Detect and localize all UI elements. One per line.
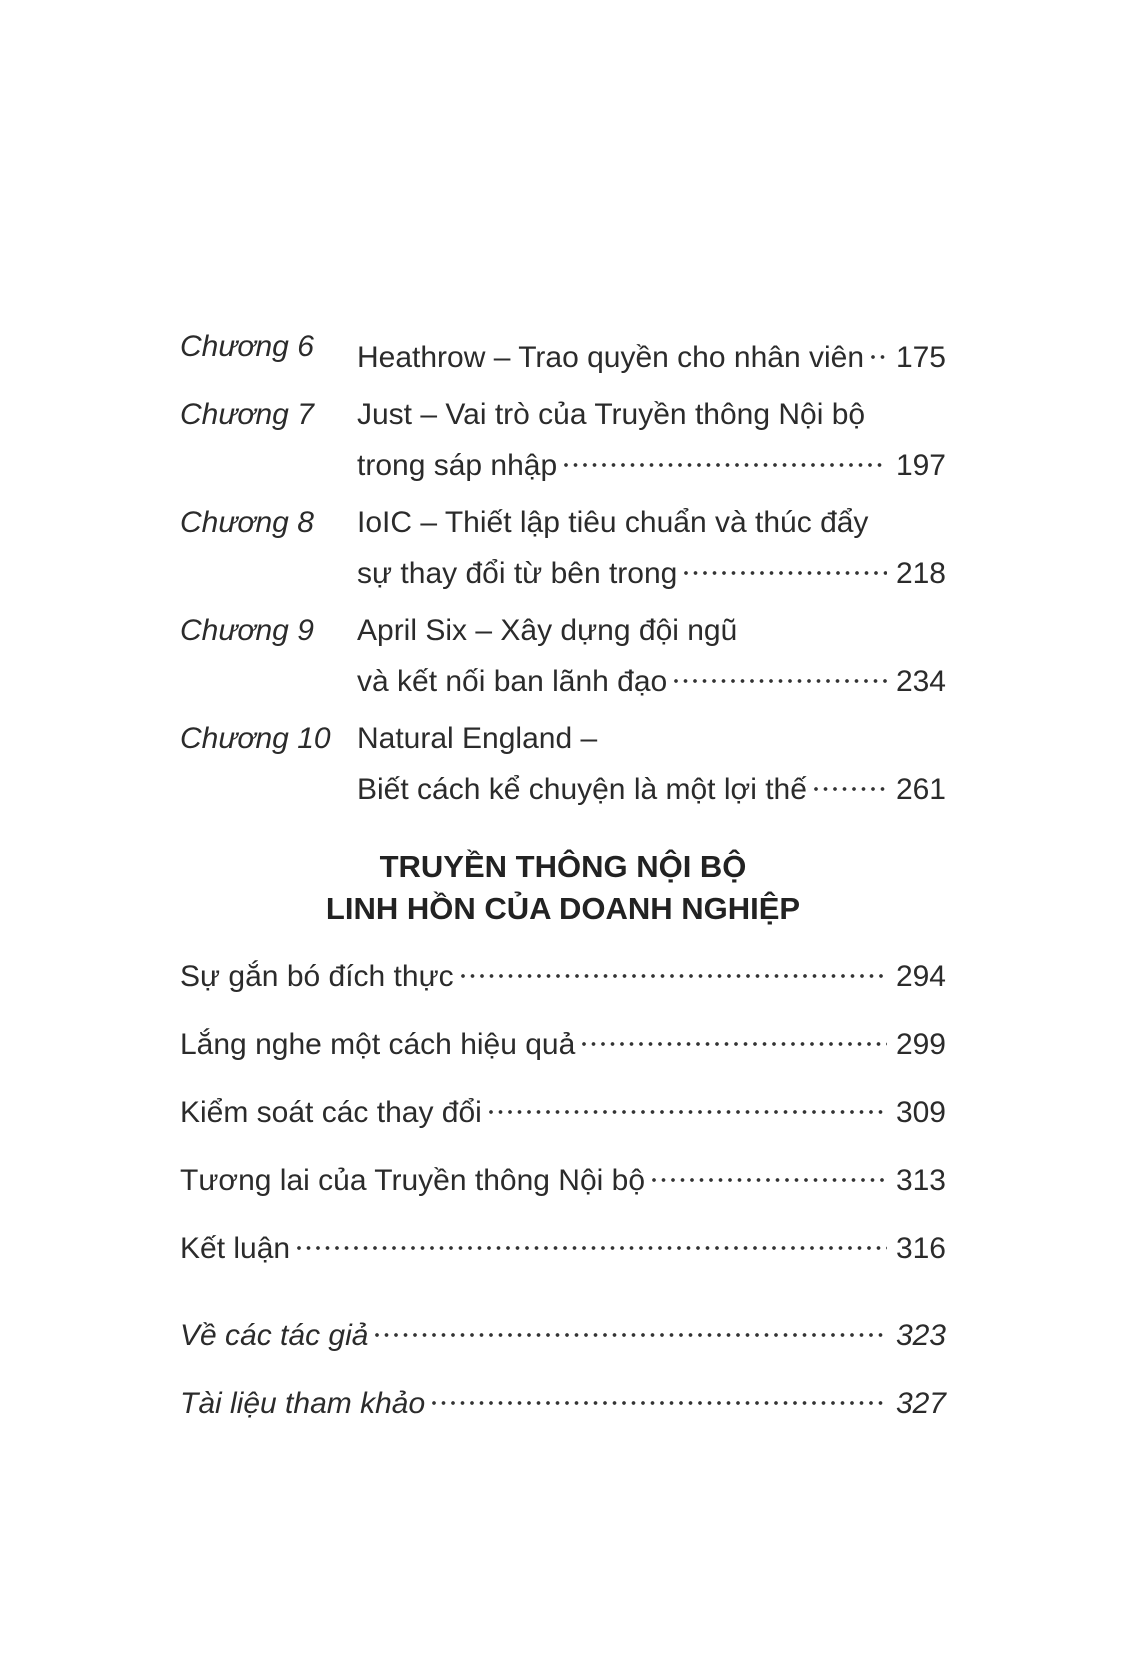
toc-item-text: Về các tác giả (180, 1319, 369, 1352)
toc-item-text: Tài liệu tham khảo (180, 1387, 426, 1420)
chapter-label: Chương 8 (180, 506, 314, 539)
page-number: 197 (895, 449, 946, 482)
page-number: 294 (895, 960, 946, 993)
chapter-label: Chương 6 (180, 330, 314, 363)
dot-leader (652, 1150, 887, 1190)
toc-item-text: Lắng nghe một cách hiệu quả (180, 1028, 576, 1061)
page-number: 261 (895, 773, 946, 806)
chapter-body (357, 503, 946, 594)
dot-leader (814, 759, 887, 799)
chapter-title-text: Heathrow – Trao quyền cho nhân viên (357, 341, 864, 374)
dot-leader (674, 651, 887, 691)
chapter-title-line (357, 611, 946, 651)
chapter-title-text: Just – Vai trò của Truyền thông Nội bộ (357, 398, 866, 431)
chapter-title-text: April Six – Xây dựng đội ngũ (357, 614, 738, 647)
toc-chapter-entry (180, 611, 946, 702)
toc-item (180, 1014, 946, 1065)
toc-chapter-entry (180, 327, 946, 378)
chapter-title-line (357, 759, 946, 810)
chapter-title-line (357, 327, 946, 378)
page-number: 313 (895, 1164, 946, 1197)
back-matter-list (180, 1305, 946, 1424)
toc-content (180, 327, 946, 1424)
chapter-title-text: trong sáp nhập (357, 449, 558, 482)
chapter-title-line (357, 395, 946, 435)
dot-leader (375, 1305, 887, 1345)
dot-leader (489, 1082, 887, 1122)
toc-item (180, 1373, 946, 1424)
chapter-title-text: Natural England – (357, 722, 598, 755)
page-number: 309 (895, 1096, 946, 1129)
toc-chapter-entry (180, 503, 946, 594)
dot-leader (297, 1218, 887, 1258)
page-number: 218 (895, 557, 946, 590)
page-number: 175 (895, 341, 946, 374)
chapter-body (357, 395, 946, 486)
chapter-body (357, 719, 946, 810)
toc-item (180, 1218, 946, 1269)
page-number: 316 (895, 1232, 946, 1265)
chapter-title-line (357, 503, 946, 543)
page-number: 234 (895, 665, 946, 698)
chapter-title-line (357, 651, 946, 702)
chapter-title-line (357, 719, 946, 759)
dot-leader (564, 435, 887, 475)
chapter-body (357, 327, 946, 378)
toc-item (180, 946, 946, 997)
chapter-label: Chương 10 (180, 722, 331, 755)
chapter-title-line (357, 435, 946, 486)
dot-leader (461, 946, 887, 986)
page-number: 299 (895, 1028, 946, 1061)
chapter-title-text: IoIC – Thiết lập tiêu chuẩn và thúc đẩy (357, 506, 869, 539)
toc-chapter-entry (180, 719, 946, 810)
section-item-list (180, 946, 946, 1269)
section-title (180, 846, 946, 930)
chapter-title-text: và kết nối ban lãnh đạo (357, 665, 668, 698)
chapter-title-line (357, 543, 946, 594)
toc-item (180, 1082, 946, 1133)
section-title-line1: TRUYỀN THÔNG NỘI BỘ (379, 849, 747, 884)
dot-leader (684, 543, 887, 583)
page-number: 323 (895, 1319, 946, 1352)
chapter-list (180, 327, 946, 810)
toc-item-text: Tương lai của Truyền thông Nội bộ (180, 1164, 646, 1197)
toc-item-text: Kết luận (180, 1232, 291, 1265)
toc-chapter-entry (180, 395, 946, 486)
toc-item (180, 1305, 946, 1356)
toc-item-text: Sự gắn bó đích thực (180, 960, 454, 993)
page-number: 327 (895, 1387, 946, 1420)
chapter-body (357, 611, 946, 702)
chapter-label: Chương 7 (180, 398, 314, 431)
dot-leader (432, 1373, 887, 1413)
chapter-title-text: sự thay đổi từ bên trong (357, 557, 678, 590)
dot-leader (871, 327, 887, 367)
chapter-title-text: Biết cách kể chuyện là một lợi thế (357, 773, 807, 806)
toc-item (180, 1150, 946, 1201)
dot-leader (582, 1014, 887, 1054)
chapter-label: Chương 9 (180, 614, 314, 647)
toc-item-text: Kiểm soát các thay đổi (180, 1096, 482, 1129)
section-title-line2: LINH HỒN CỦA DOANH NGHIỆP (325, 891, 801, 926)
